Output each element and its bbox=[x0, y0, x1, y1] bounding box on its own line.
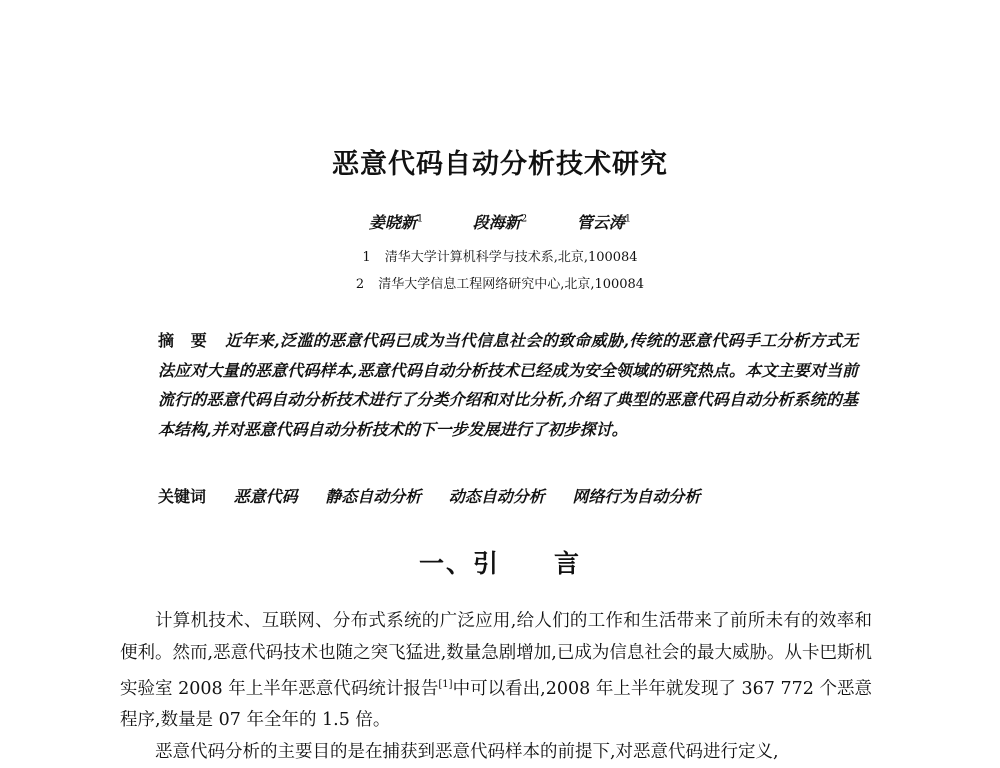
paragraph-text: 计算机技术、互联网、分布式系统的广泛应用,给人们的工作和生活带来了前所未有的效率和便利。然而,恶意代码技术也随之突飞猛进,数量急剧增加,已成为信息社会的最大威胁。从卡巴斯机实验室 2008 年上半年恶意代码统计报告 bbox=[120, 611, 872, 699]
author-name: 段海新 bbox=[472, 213, 521, 232]
author-list bbox=[0, 210, 1000, 233]
affiliation-number: 1 bbox=[362, 250, 371, 265]
keyword: 网络行为自动分析 bbox=[572, 487, 701, 506]
keyword: 静态自动分析 bbox=[325, 487, 422, 506]
body-text bbox=[120, 606, 872, 768]
author-name: 管云涛 bbox=[576, 213, 625, 232]
author bbox=[577, 210, 631, 233]
author-name: 姜晓新 bbox=[368, 213, 417, 232]
affiliation-text: 清华大学计算机科学与技术系,北京,100084 bbox=[384, 250, 638, 265]
author-affiliation-mark: 2 bbox=[520, 213, 528, 225]
affiliation-number: 2 bbox=[355, 277, 365, 292]
section-heading: 一、引 言 bbox=[418, 549, 581, 578]
abstract-label: 摘 要 bbox=[158, 331, 208, 350]
abstract-text: 近年来,泛滥的恶意代码已成为当代信息社会的致命威胁,传统的恶意代码手工分析方式无法应对大量的恶意代码样本,恶意代码自动分析技术已经成为安全领域的研究热点。本文主要对当前流行的恶意代码自动分析技术进行了分类介绍和对比分析,介绍了典型的恶意代码自动分析系统的基本结构,并对恶意代码自动分析技术的下一步发展进行了初步探讨。 bbox=[158, 331, 858, 439]
author bbox=[473, 210, 527, 233]
paragraph bbox=[120, 606, 872, 737]
paragraph-text: 中可以看出,2008 年上半年就发现了 367 772 个恶意程序,数量是 07 年全年的 1.5 倍。 bbox=[120, 678, 872, 731]
affiliation bbox=[0, 273, 1000, 292]
citation-ref[interactable]: [1] bbox=[438, 679, 453, 690]
keyword: 动态自动分析 bbox=[448, 487, 545, 506]
affiliation-text: 清华大学信息工程网络研究中心,北京,100084 bbox=[378, 277, 645, 292]
author-affiliation-mark: 1 bbox=[624, 213, 632, 225]
keywords-label: 关键词 bbox=[158, 487, 207, 506]
author-affiliation-mark: 1 bbox=[416, 213, 424, 225]
affiliation bbox=[0, 246, 1000, 265]
keywords bbox=[158, 484, 722, 507]
abstract bbox=[158, 326, 858, 444]
author bbox=[369, 210, 423, 233]
keyword: 恶意代码 bbox=[233, 487, 298, 506]
paper-title: 恶意代码自动分析技术研究 bbox=[332, 149, 668, 180]
paragraph: 恶意代码分析的主要目的是在捕获到恶意代码样本的前提下,对恶意代码进行定义, bbox=[155, 741, 779, 762]
